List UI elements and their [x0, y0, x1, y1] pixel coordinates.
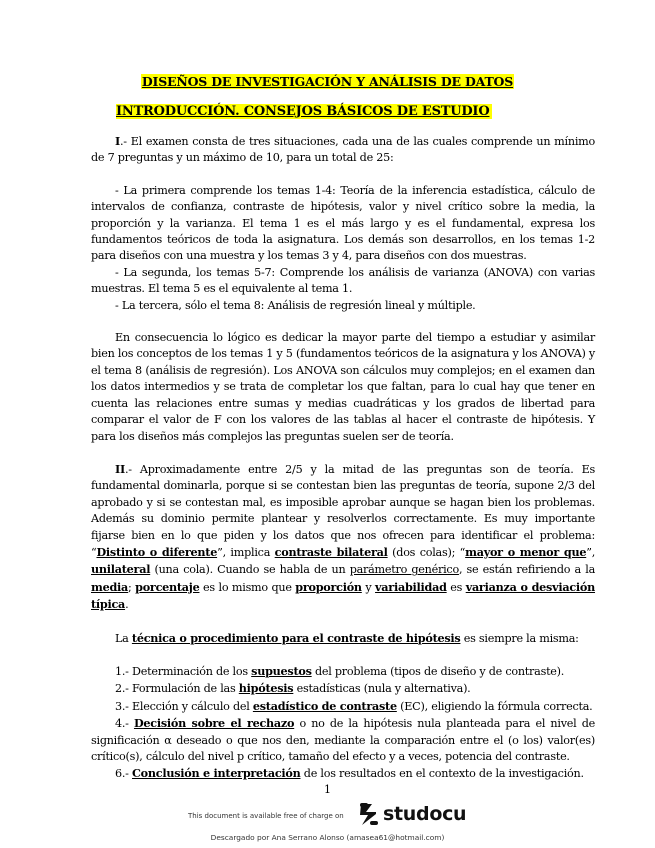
section-heading: INTRODUCCIÓN. CONSEJOS BÁSICOS DE ESTUDIO	[116, 104, 492, 119]
footer-note: This document is available free of charge on	[188, 812, 344, 820]
step-6: 6.- Conclusión e interpretación de los resultados en el contexto de la investigación.	[115, 766, 584, 781]
step-3: 3.- Elección y cálculo del estadístico de contraste (EC), eligiendo la fórmula correcta.	[115, 698, 593, 713]
step-2: 2.- Formulación de las hipótesis estadísticas (nula y alternativa).	[115, 681, 471, 696]
studocu-logo-text: studocu	[383, 803, 467, 825]
paragraph-part-one: - La primera comprende los temas 1-4: Teoría de la inferencia estadística, cálculo de intervalos de confianza, contraste de hipótesis, valor y nivel crítico sobre la media, la proporción y la varianza. El tema 1 es el más largo y es el fundamental, expresa los fundamentos teóricos de toda la asignatura. Los demás son desarrollos, en los temas 1-2 para diseños con una muestra y los temas 3 y 4, para diseños con dos muestras.	[91, 183, 595, 263]
paragraph-consequence: En consecuencia lo lógico es dedicar la mayor parte del tiempo a estudiar y asimilar bien los conceptos de los temas 1 y 5 (fundamentos teóricos de la asignatura y los ANOVA) y el tema 8 (análisis de regresión). Los ANOVA son cálculos muy complejos; en el examen dan los datos intermedios y se trata de completar los que faltan, para lo cual hay que tener en cuenta las relaciones entre sumas y medias cuadráticas y los grados de libertad para comparar el valor de F con los valores de las tablas al hacer el contraste de hipótesis. Y para los diseños más complejos las preguntas suelen ser de teoría.	[91, 331, 595, 443]
studocu-logo-icon	[358, 801, 380, 827]
paragraph-part-two: - La segunda, los temas 5-7: Comprende los análisis de varianza (ANOVA) con varias muestras. El tema 5 es el equivalente al tema 1.	[91, 265, 595, 296]
document-title: DISEÑOS DE INVESTIGACIÓN Y ANÁLISIS DE DATOS	[141, 74, 514, 89]
step-4: 4.- Decisión sobre el rechazo o no de la hipótesis nula planteada para el nivel de significación α deseado o que nos den, mediante la comparación entre el (o los) valor(es) crítico(s), cálculo del nivel p crítico, tamaño del efecto y a veces, potencia del contraste.	[91, 716, 595, 763]
document-body	[91, 133, 595, 783]
studocu-logo[interactable]	[358, 800, 466, 828]
page-number: 1	[324, 783, 331, 796]
download-attribution: Descargado por Ana Serrano Alonso (amasea61@hotmail.com)	[210, 833, 445, 842]
paragraph-technique: La técnica o procedimiento para el contraste de hipótesis es siempre la misma:	[115, 630, 579, 645]
paragraph-intro: I.- El examen consta de tres situaciones, cada una de las cuales comprende un mínimo de 7 preguntas y un máximo de 10, para un total de 25:	[91, 134, 595, 165]
step-1: 1.- Determinación de los supuestos del problema (tipos de diseño y de contraste).	[115, 663, 565, 678]
paragraph-part-three: - La tercera, sólo el tema 8: Análisis de regresión lineal y múltiple.	[115, 298, 476, 312]
paragraph-theory: II.- Aproximadamente entre 2/5 y la mitad de las preguntas son de teoría. Es fundamental dominarla, porque si se contestan bien las preguntas de teoría, supone 2/3 del aprobado y si se contestan mal, es imposible aprobar aunque se hagan bien los problemas. Además su dominio permite plantear y resolverlos correctamente. Es muy importante fijarse bien en lo que piden y los datos que nos ofrecen para identificar el problema: “Distinto o diferente”, implica contraste bilateral (dos colas); “mayor o menor que”, unilateral (una cola). Cuando se habla de un parámetro genérico, se están refiriendo a la media; porcentaje es lo mismo que proporción y variabilidad es varianza o desviación típica.	[91, 461, 596, 612]
